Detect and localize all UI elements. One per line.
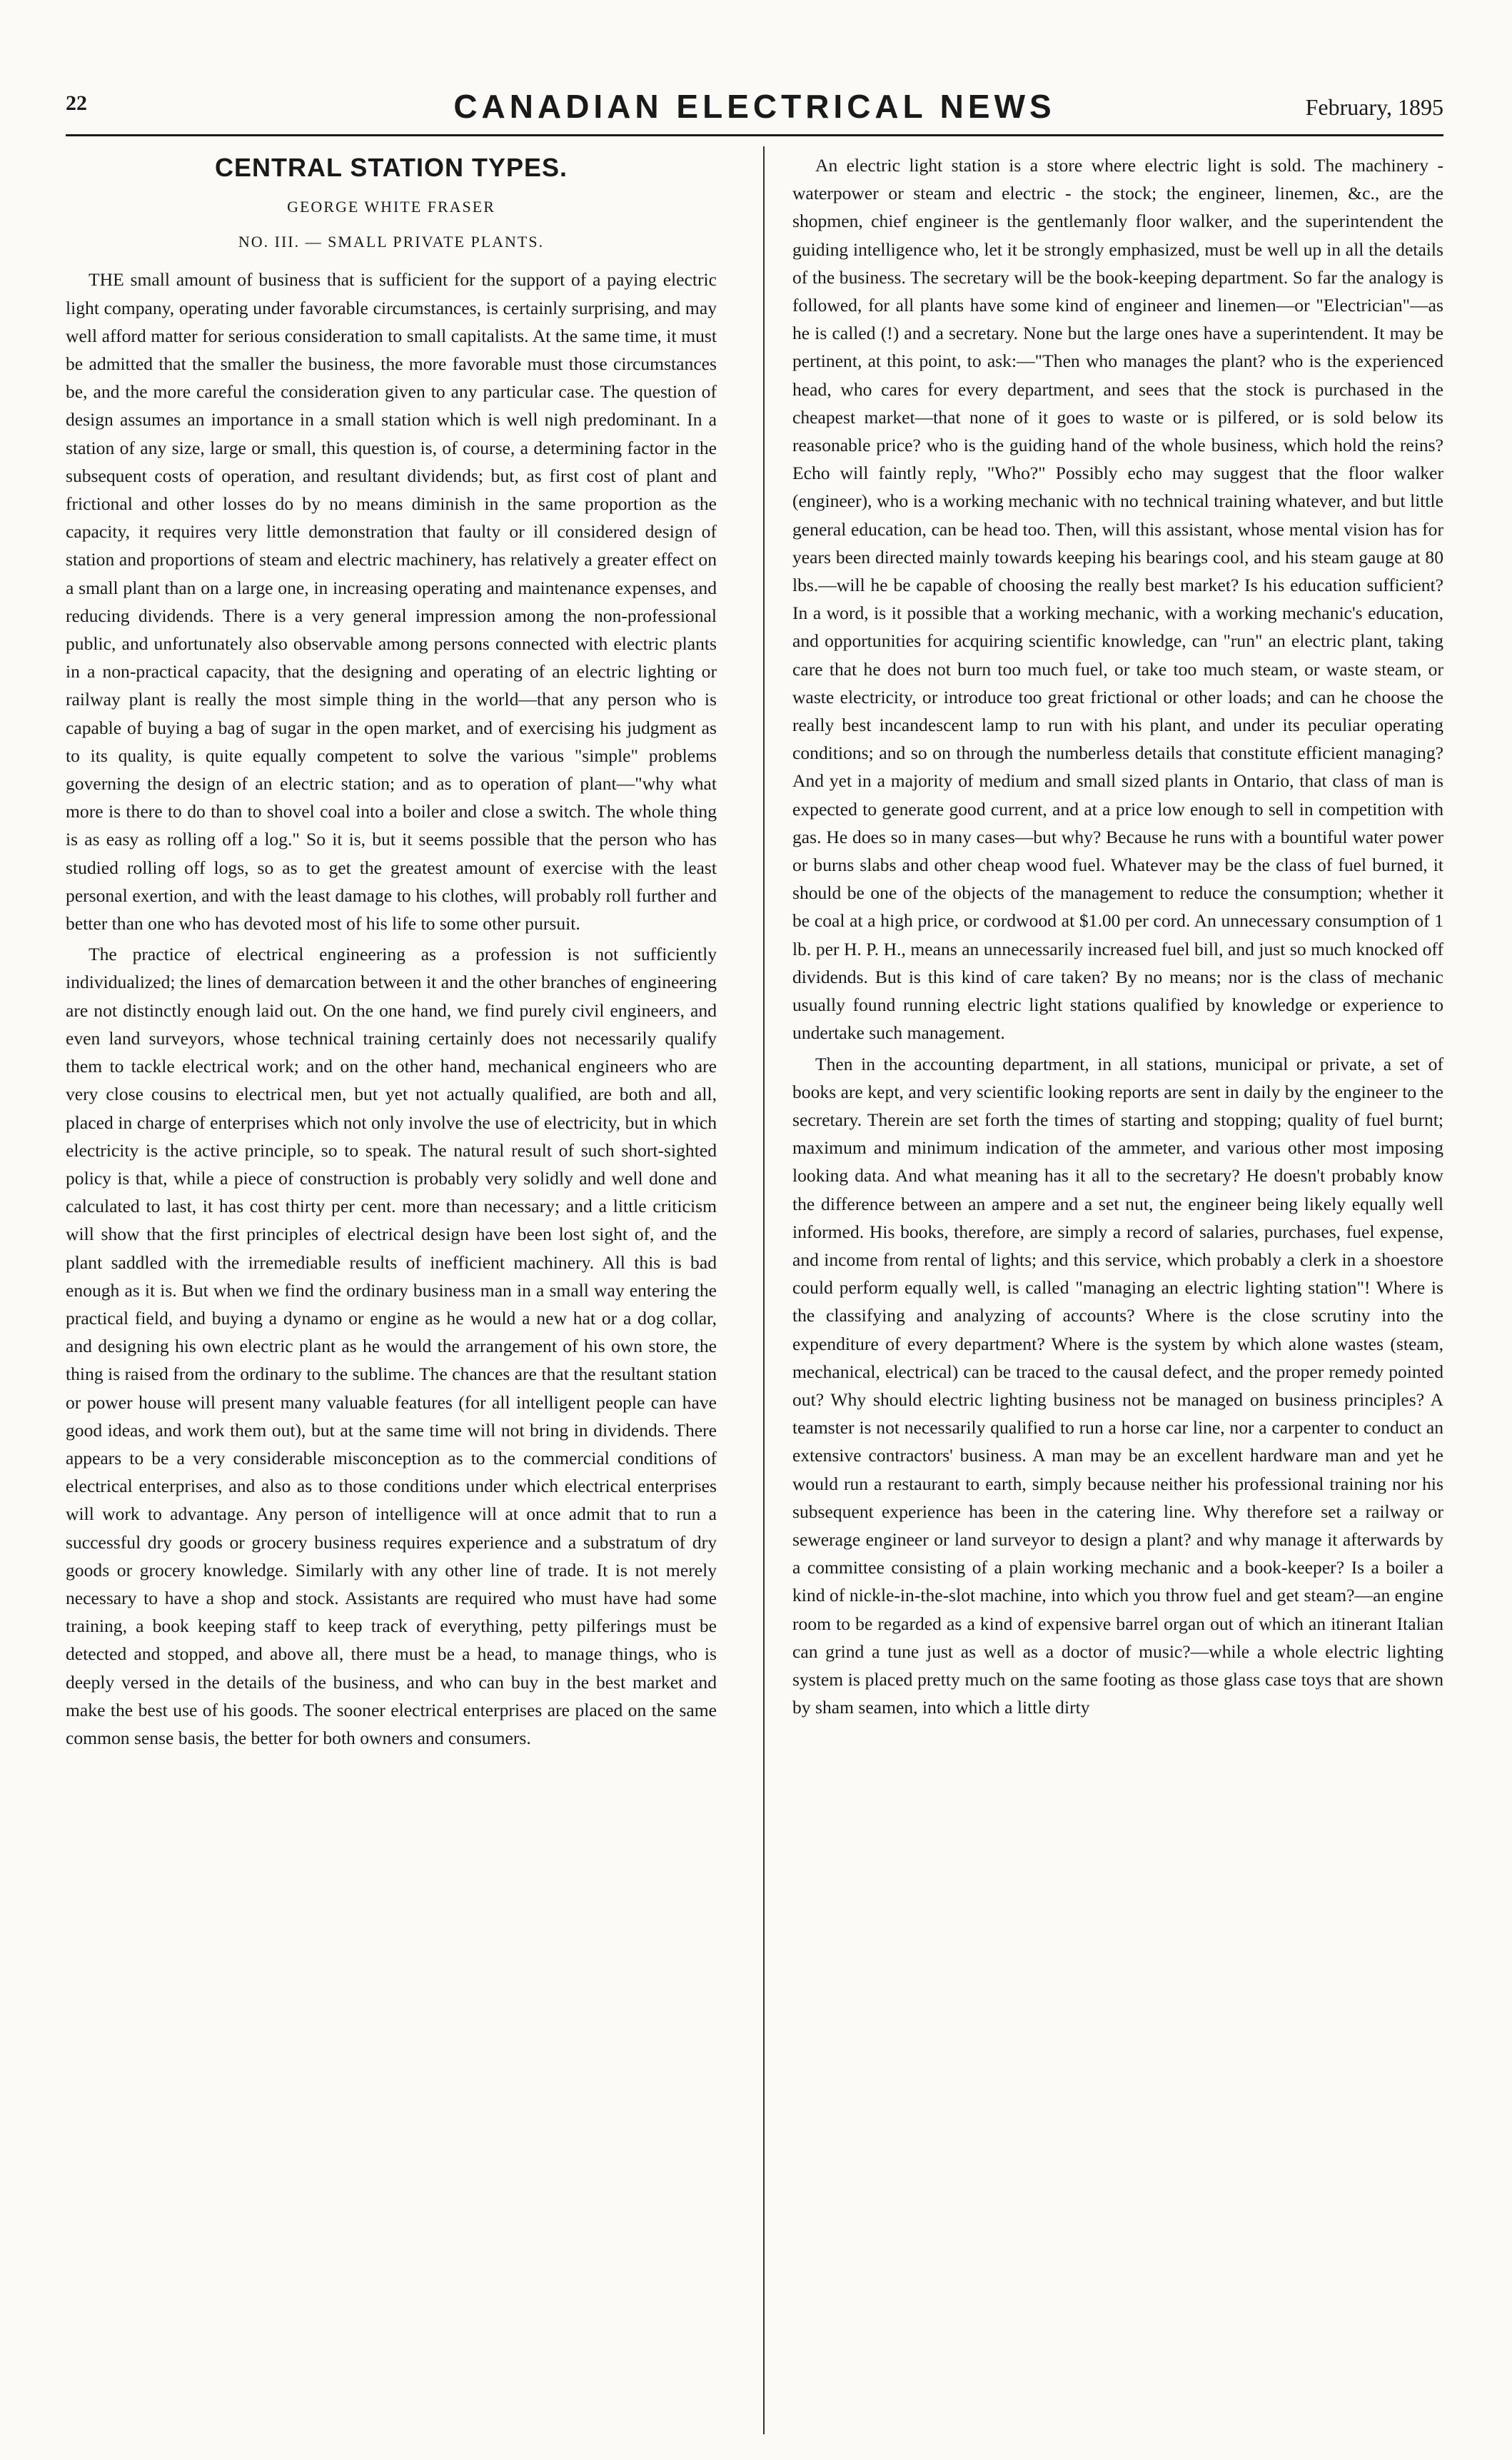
body-paragraph: The practice of electrical engineering as a profession is not sufficiently individualized; the lines of demarcation between it and the other branches of engineering are not distinctly enough laid out. On the one hand, we find purely civil engineers, and even land surveyors, whose technical training certainly does not necessarily qualify them to tackle electrical work; and on the other hand, mechanical engineers who are very close cousins to electrical men, but yet not actually qualified, are both and all, placed in charge of enterprises which not only involve the use of electricity, but in which electricity is the active principle, so to speak. The natural result of such short-sighted policy is that, while a piece of construction is probably very solidly and well done and calculated to last, it has cost thirty per cent. more than necessary; and a little criticism will show that the first principles of electrical design have been lost sight of, and the plant saddled with the irremediable results of inefficient machinery. All this is bad enough as it is. But when we find the ordinary business man in a small way entering the practical field, and buying a dynamo or engine as he would a new hat or a dog collar, and designing his own electric plant as he would the arrangement of his own store, the thing is raised from the ordinary to the sublime. The chances are that the resultant station or power house will present many valuable features (for all intelligent people can have good ideas, and work them out), but at the same time will not bring in dividends. There appears to be a very considerable misconception as to the commercial conditions of electrical enterprises, and also as to those conditions under which electrical enterprises will work to advantage. Any person of intelligence will at once admit that to run a successful dry goods or grocery business requires experience and a substratum of dry goods or grocery knowledge. Similarly with any other line of trade. It is not merely necessary to have a shop and stock. Assistants are required who must have had some training, a book keeping staff to keep track of everything, petty pilferings must be detected and stopped, and above all, there must be a head, to manage things, who is deeply versed in the details of the business, and who can buy in the best market and make the best use of his goods. The sooner electrical enterprises are placed on the same common sense basis, the better for both owners and consumers. <box>66 944 717 1748</box>
page-number: 22 <box>66 91 87 115</box>
article-title: CENTRAL STATION TYPES. <box>214 153 568 182</box>
masthead: CANADIAN ELECTRICAL NEWS <box>453 88 1056 125</box>
issue-date: February, 1895 <box>1305 94 1443 120</box>
right-column <box>792 151 1443 1721</box>
body-paragraph: Then in the accounting department, in all stations, municipal or private, a set of books are kept, and very scientific looking reports are sent in daily by the engineer to the secretary. Therein are set forth the times of starting and stopping; quality of fuel burnt; maximum and minimum indication of the ammeter, and various other most imposing looking data. And what meaning has it all to the secretary? He doesn't probably know the difference between an ampere and a set nut, the engineer being likely equally well informed. His books, therefore, are simply a record of salaries, purchases, fuel expense, and income from rental of lights; and this service, which probably a clerk in a shoestore could perform equally well, is called "managing an electric lighting station"! Where is the classifying and analyzing of accounts? Where is the close scrutiny into the expenditure of every department? Where is the system by which alone wastes (steam, mechanical, electrical) can be traced to the causal defect, and the proper remedy pointed out? Why should electric lighting business not be managed on business principles? A teamster is not necessarily qualified to run a horse car line, nor a carpenter to conduct an extensive contractors' business. A man may be an excellent hardware man and yet he would run a restaurant to earth, simply because neither his professional training nor his subsequent experience has been in the catering line. Why therefore set a railway or sewerage engineer or land surveyor to design a plant? and why manage it afterwards by a committee consisting of a plain working mechanic and a book-keeper? Is a boiler a kind of nickle-in-the-slot machine, into which you throw fuel and get steam?—an engine room to be regarded as a kind of expensive barrel organ out of which an itinerant Italian can grind a tune just as well as a doctor of music?—while a whole electric lighting system is placed pretty much on the same footing as those glass case toys that are shown by sham seamen, into which a little dirty <box>792 1053 1443 1718</box>
left-column <box>66 151 717 1752</box>
body-paragraph: An electric light station is a store where electric light is sold. The machinery - waterpower or steam and electric - the stock; the engineer, linemen, &c., are the shopmen, chief engineer is the gentlemanly floor walker, and the superintendent the guiding intelligence who, let it be strongly emphasized, must be well up in all the details of the business. The secretary will be the book-keeping department. So far the analogy is followed, for all plants have some kind of engineer and linemen—or "Electrician"—as he is called (!) and a secretary. None but the large ones have a superintendent. It may be pertinent, at this point, to ask:—"Then who manages the plant? who is the experienced head, who cares for every department, and sees that the stock is purchased in the cheapest market—that none of it goes to waste or is pilfered, or is sold below its reasonable price? who is the guiding hand of the whole business, which hold the reins? Echo will faintly reply, "Who?" Possibly echo may suggest that the floor walker (engineer), who is a working mechanic with no technical training whatever, and but little general education, can be head too. Then, will this assistant, whose mental vision has for years been directed mainly towards keeping his bearings cool, and his steam gauge at 80 lbs.—will he be capable of choosing the really best market? Is his education sufficient? In a word, is it possible that a working mechanic, with a working mechanic's education, and opportunities for acquiring scientific knowledge, can "run" an electric plant, taking care that he does not burn too much fuel, or take too much steam, or waste steam, or waste electricity, or introduce too great frictional or other loads; and can he choose the really best incandescent lamp to run with his plant, and under its peculiar operating conditions; and so on through the numberless details that constitute efficient managing? And yet in a majority of medium and small sized plants in Ontario, that class of man is expected to generate good current, and at a price low enough to sell in competition with gas. He does so in many cases—but why? Because he runs with a bountiful water power or burns slabs and other cheap wood fuel. Whatever may be the class of fuel burned, it should be one of the objects of the management to reduce the consumption; whether it be coal at a high price, or cordwood at $1.00 per cord. An unnecessary consumption of 1 lb. per H. P. H., means an unnecessarily increased fuel bill, and just so much knocked off dividends. But is this kind of care taken? By no means; nor is the class of mechanic usually found running electric light stations qualified by knowledge or experience to undertake such management. <box>792 155 1443 1044</box>
article-byline: GEORGE WHITE FRASER <box>287 198 495 216</box>
article-subtitle: NO. III. — SMALL PRIVATE PLANTS. <box>238 233 545 251</box>
body-paragraph: THE small amount of business that is sufficient for the support of a paying electric light company, operating under favorable circumstances, is certainly surprising, and may well afford matter for serious consideration to small capitalists. At the same time, it must be admitted that the smaller the business, the more favorable must those circumstances be, and the more careful the consideration given to any particular case. The question of design assumes an importance in a small station which is well nigh predominant. In a station of any size, large or small, this question is, of course, a determining factor in the subsequent costs of operation, and resultant dividends; but, as first cost of plant and frictional and other losses do by no means diminish in the same proportion as the capacity, it requires very little demonstration that faulty or ill considered design of station and proportions of steam and electric machinery, has relatively a greater effect on a small plant than on a large one, in increasing operating and maintenance expenses, and reducing dividends. There is a very general impression among the non-professional public, and unfortunately also observable among persons connected with electric plants in a non-practical capacity, that the designing and operating of an electric lighting or railway plant is really the most simple thing in the world—that any person who is capable of buying a bag of sugar in the open market, and of exercising his judgment as to its quality, is quite equally competent to solve the various "simple" problems governing the design of an electric station; and as to operation of plant—"why what more is there to do than to shovel coal into a boiler and close a switch. The whole thing is as easy as rolling off a log." So it is, but it seems possible that the person who has studied rolling off logs, so as to get the greatest amount of exercise with the least personal exertion, and with the least damage to his clothes, will probably roll further and better than one who has devoted most of his life to some other pursuit. <box>66 269 717 934</box>
column-divider <box>763 146 765 2434</box>
page-header <box>66 0 1443 136</box>
header-rule <box>66 134 1443 136</box>
